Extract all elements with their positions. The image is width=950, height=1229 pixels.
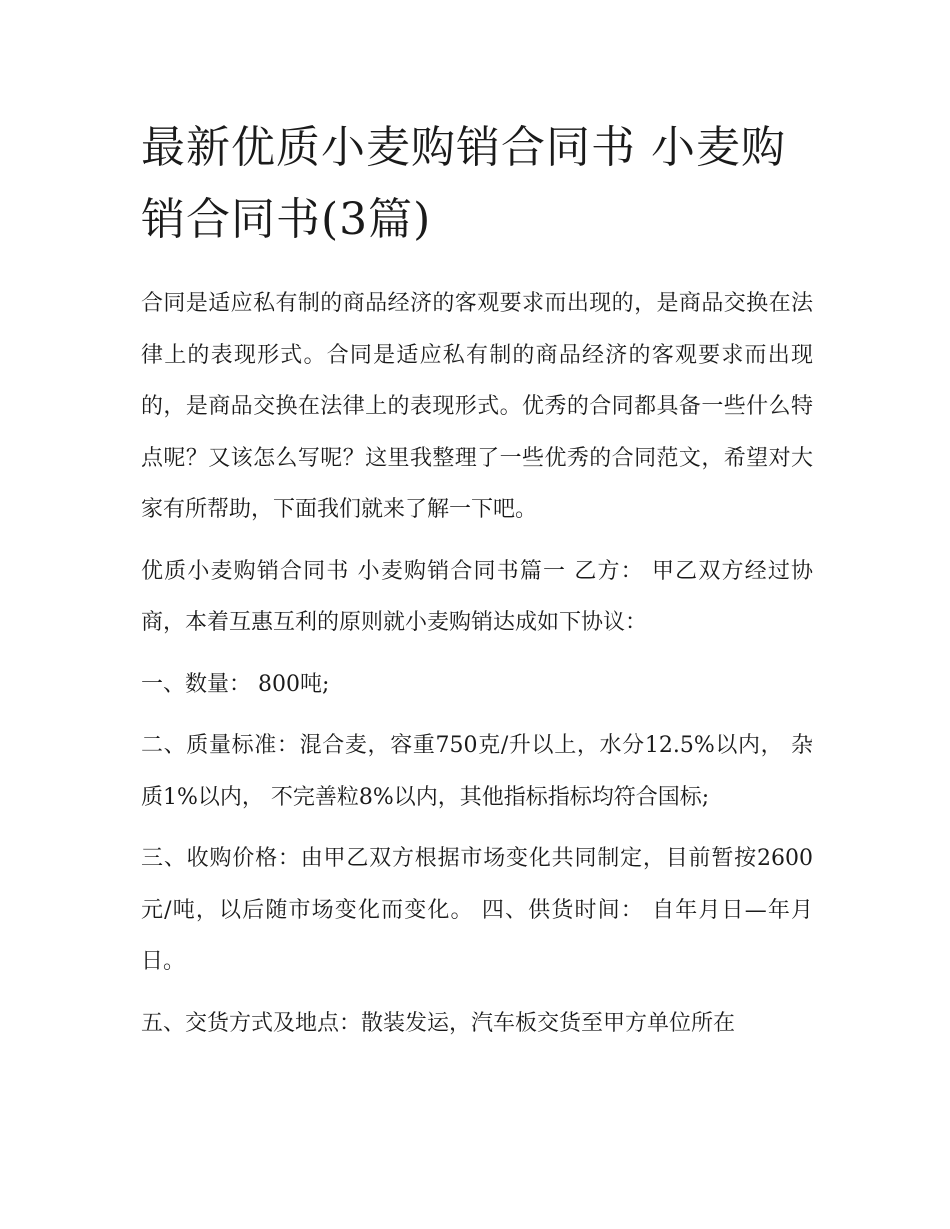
contract-opening-paragraph: 优质小麦购销合同书 小麦购销合同书篇一 乙方： 甲乙双方经过协商，本着互惠互利的原则就小麦购销达成如下协议： bbox=[141, 558, 813, 635]
clause-quality-standard: 二、质量标准：混合麦，容重750克/升以上，水分12.5%以内， 杂质1%以内， 不完善粒8%以内，其他指标指标均符合国标; bbox=[141, 733, 813, 810]
document-page bbox=[141, 112, 813, 1049]
intro-paragraph: 合同是适应私有制的商品经济的客观要求而出现的，是商品交换在法律上的表现形式。合同是适应私有制的商品经济的客观要求而出现的，是商品交换在法律上的表现形式。优秀的合同都具备一些什么特点呢？又该怎么写呢？这里我整理了一些优秀的合同范文，希望对大家有所帮助，下面我们就来了解一下吧。 bbox=[141, 291, 813, 522]
clause-price-and-supply-time: 三、收购价格：由甲乙双方根据市场变化共同制定，目前暂按2600元/吨，以后随市场变化而变化。 四、供货时间： 自年月日—年月日。 bbox=[141, 846, 813, 974]
clause-delivery-method: 五、交货方式及地点：散装发运，汽车板交货至甲方单位所在 bbox=[141, 1010, 736, 1036]
document-title: 最新优质小麦购销合同书 小麦购销合同书(3篇) bbox=[141, 122, 786, 245]
clause-quantity: 一、数量： 800吨; bbox=[141, 671, 330, 697]
